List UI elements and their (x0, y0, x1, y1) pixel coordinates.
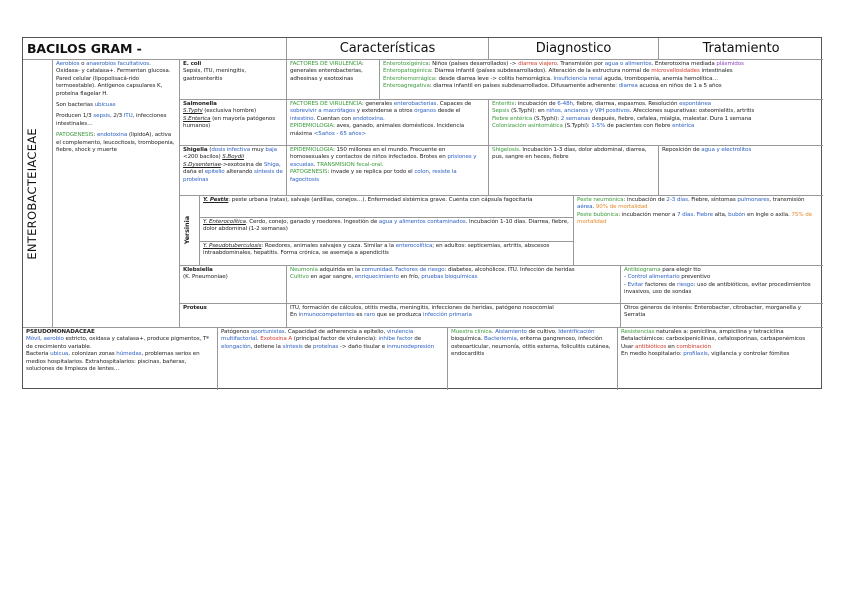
pseudomonas-hospital: En medio hospitalario: profilaxis, vigilancia y controlar fómites (621, 351, 790, 358)
shigella-desc: Shigella (dosis infectiva muy baja <200 bacilos) S.Boydii S.Dysenteriae->exotoxina de Shiga, daña el epitelio alterando síntesis de proteínas (183, 147, 283, 183)
yersinia-label-cell (180, 196, 200, 266)
yersinia-neumonica: Peste neumónica: incubación de 2-3 días. Fiebre, síntomas pulmonares, transmisión aérea. 90% de mortalidad (577, 197, 805, 211)
pseudomonas-diag: Muestra clínica. Aislamiento de cultivo. Identificación bioquímica. Bacteriemia, eritema gangrenoso, infección osteoarticular, neumonía, otitis externa, foliculitis cutánea, endocarditis (451, 329, 611, 358)
proteus-trat: Otros géneros de interés: Enterobacter, citrobacter, morganella y Serratia (624, 305, 801, 319)
pseudomonas-betalactamicos: Betalactámicos: carboxipenicilinas, cefalosporinas, carbapenémicos (621, 336, 806, 343)
proteus-name-cell (180, 304, 287, 328)
yersinia-pseudo: Y. Pseudotuberculosis: Roedores, animales salvajes y caza. Similar a la enterocolítica; en adultos: septicemias, artritis, abscesos intraabdominales, hepatitis. Forma crónica, se asemeja a apendicitis (203, 243, 550, 257)
family-desc-infecciones: Producen 1/3 sepsis, 2/3 ITU, infecciones intestinales… (56, 113, 167, 127)
family-desc-patogenesis: PATOGENESIS: endotoxina (lipidoA), activa el complemento, leucocitosis, trombopenia, fiebre, shock y muerte (56, 132, 175, 154)
ecoli-etec: Enterotoxigénica: Niños (países desarrollados) -> diarrea viajero. Transmisión por agua o alimentos. Enterotoxina mediada plásmidos (383, 61, 744, 67)
klebsiella-evitar: - Evitar factores de riesgo: uso de antibióticos, evitar procedimientos invasivos, uso de sondas (624, 281, 811, 296)
pseudomonas-desc-cell (23, 328, 218, 390)
family-enterobacteriaceae-label (23, 60, 53, 328)
klebsiella-name: Klebsiella (183, 267, 213, 273)
pseudomonas-desc-1: Móvil, aerobio estricto, oxidasa y catalasa+, produce pigmentos, Tª de crecimiento variable. (26, 336, 209, 350)
ecoli-ehec: Enterohemorrágica: desde diarrea leve -> colitis hemorrágica. Insuficiencia renal aguda, trombopenia, anemia hemolítica… (383, 75, 718, 82)
ecoli-name-cell (180, 60, 287, 100)
salmonella-sepsis: Sepsis (S.Typhi): en niños, ancianos y VIH positivos. Afecciones supurativas: osteomielitis, artritis (492, 108, 755, 115)
yersinia-label: Yersinia (183, 216, 191, 245)
pseudomonas-combinacion: Usar antibióticos en combinación (621, 343, 711, 350)
salmonella-car-cell (287, 100, 489, 146)
family-enterobacteriaceae-desc (53, 60, 180, 328)
shigella-diag: Shigelosis. Incubación 1-3 días, dolor abdominal, diarrea, pus, sangre en heces, fiebre (492, 147, 647, 161)
klebsiella-neumonia: Neumonía adquirida en la comunidad. Factores de riesgo: diabetes, alcohólicos. ITU. Infección de heridas (290, 267, 575, 273)
klebsiella-car-cell (287, 266, 621, 304)
shigella-car-cell (287, 146, 489, 196)
yersinia-pestis-cell (200, 196, 574, 218)
header-caracteristicas: Características (287, 38, 489, 60)
pseudomonas-car-cell (218, 328, 448, 390)
shigella-diag-cell (489, 146, 659, 196)
pseudomonas-desc-2: Bacteria ubicua, colonizan zonas húmedas, problemas serios en medios hospitalarios. Extrahospitalarios: piscinas, bañeras, soluciones de limpieza de lentes… (26, 351, 200, 373)
ecoli-virulence: FACTORES DE VIRULENCIA: generales enterobacterias, adhesinas y exotoxinas (290, 61, 364, 82)
ecoli-desc: Sepsis, ITU, meningitis, gastroenteritis (183, 68, 246, 82)
header-diagnostico: Diagnostico (489, 38, 659, 60)
pseudomonas-trat-cell (618, 328, 823, 390)
ecoli-virulence-cell (287, 60, 380, 100)
pseudomonas-car: Patógenos oportunistas. Capacidad de adherencia a epitelio, virulencia multifactorial. Exotoxina A (principal factor de virulencia): inhibe factor de elongación, detiene la síntesis de proteínas -> daño tisular e inmunodepresión (221, 329, 434, 350)
family-name: ENTEROBACTEIACEAE (25, 128, 39, 260)
proteus-inmuno: En inmunocompetentes es raro que se produzca infección primaria (290, 312, 472, 319)
klebsiella-antibiograma: Antibiograma para elegir tto (624, 267, 701, 273)
yersinia-diag-cell (574, 196, 823, 266)
ecoli-name: E. coli (183, 61, 202, 67)
ecoli-types-cell (380, 60, 823, 100)
salmonella-name: Salmonella (183, 101, 217, 107)
shigella-patogenesis: PATOGENESIS: invade y se replica por todo el colon, resiste la fagocitosis (290, 169, 457, 183)
salmonella-colonizacion: Colonización asintomática (S.Typhi): 1-5% de pacientes con fiebre entérica (492, 123, 695, 130)
yersinia-bubonica: Peste bubónica: incubación menor a 7 días. Fiebre alta, bubón en ingle o axila. 75% de mortalidad (577, 211, 813, 226)
yersinia-entero-cell (200, 218, 574, 242)
proteus-itu: ITU, formación de cálculos, otitis media, meningitis, infecciones de heridas, patógeno nosocomial (290, 305, 554, 311)
proteus-trat-cell (621, 304, 823, 328)
yersinia-entero: Y. Enterocolítica. Cerdo, conejo, ganado y roedores. Ingestión de agua y alimentos contaminados. Incubación 1-10 días. Diarrea, fiebre, dolor abdominal (1-2 semanas) (203, 219, 569, 233)
ecoli-epec: Enteropatogénica: Diarrea infantil (países subdesarrollados). Alteración de la estructura normal de microvellosidades intestinales (383, 68, 733, 75)
salmonella-name-cell (180, 100, 287, 146)
klebsiella-trat-cell (621, 266, 823, 304)
salmonella-typhi: S.Typhi (exclusiva hombre) (183, 108, 257, 115)
proteus-car-cell (287, 304, 621, 328)
proteus-name: Proteus (183, 305, 207, 311)
family-desc-general: Aerobios o anaerobios facultativos. Oxidasa- y catalasa+. Fermentan glucosa. Pared celular (lipopolisacá-rido termoestable). Antígenos capsulares K, proteína flagelar H. (56, 61, 171, 97)
family-desc-ubicuas: Son bacterias ubicuas (56, 102, 116, 109)
shigella-epidemiology: EPIDEMIOLOGIA: 150 millones en el mundo. Frecuente en homosexuales y contactos de niños infectados. Brotes en prisiones y escuelas. TRANSMISION fecal-oral. (290, 147, 477, 168)
salmonella-diag-cell (489, 100, 823, 146)
summary-table (22, 37, 822, 389)
pseudomonas-name: PSEUDOMONADACEAE (26, 329, 95, 335)
salmonella-enterica: S.Enterica (en mayoría patógenos humanos) (183, 115, 276, 130)
shigella-trat: Reposición de agua y electrolitos (662, 147, 752, 153)
pseudomonas-diag-cell (448, 328, 618, 390)
pseudomonas-resistencias: Resistencias naturales a: penicilina, ampicilina y tetraciclina (621, 329, 784, 335)
salmonella-fiebre: Fiebre entérica (S.Typhi): 2 semanas después, fiebre, cefalea, mialgia, malestar. Dura 1 semana (492, 115, 752, 122)
salmonella-virulence: FACTORES DE VIRULENCIA: generales enterobacterias. Capaces de sobrevivir a macrófagos y extenderse a otros órganos desde el intestino. Cuentan con endotoxina. (290, 101, 472, 122)
yersinia-pseudo-cell (200, 242, 574, 266)
salmonella-epidemiology: EPIDEMIOLOGIA: aves, ganado, animales domésticos. Incidencia máxima <5años - 65 años> (290, 123, 465, 137)
klebsiella-control: - Control alimentario preventivo (624, 274, 711, 281)
salmonella-enteritis: Enteritis: incubación de 6-48h, fiebre, diarrea, espasmos. Resolución espontánea (492, 101, 711, 107)
header-tratamiento: Tratamiento (659, 38, 823, 60)
klebsiella-name-cell (180, 266, 287, 304)
title-cell: BACILOS GRAM - (23, 38, 287, 60)
yersinia-pestis: Y. Pestis: peste urbana (ratas), salvaje (ardillas, conejos…). Enfermedad sistémica grave. Cuenta con cápsula fagocitaria (203, 197, 533, 203)
ecoli-eaec: Enteroagregativa: diarrea infantil en países subdesarrollados. Difusamente adherente: diarrea acuosa en niños de 1 a 5 años (383, 83, 722, 90)
klebsiella-desc: (K. Pneumoniae) (183, 274, 228, 281)
shigella-name-cell (180, 146, 287, 196)
klebsiella-cultivo: Cultivo en agar sangre, enriquecimiento en frío, pruebas bioquímicas (290, 274, 478, 281)
shigella-trat-cell (659, 146, 823, 196)
